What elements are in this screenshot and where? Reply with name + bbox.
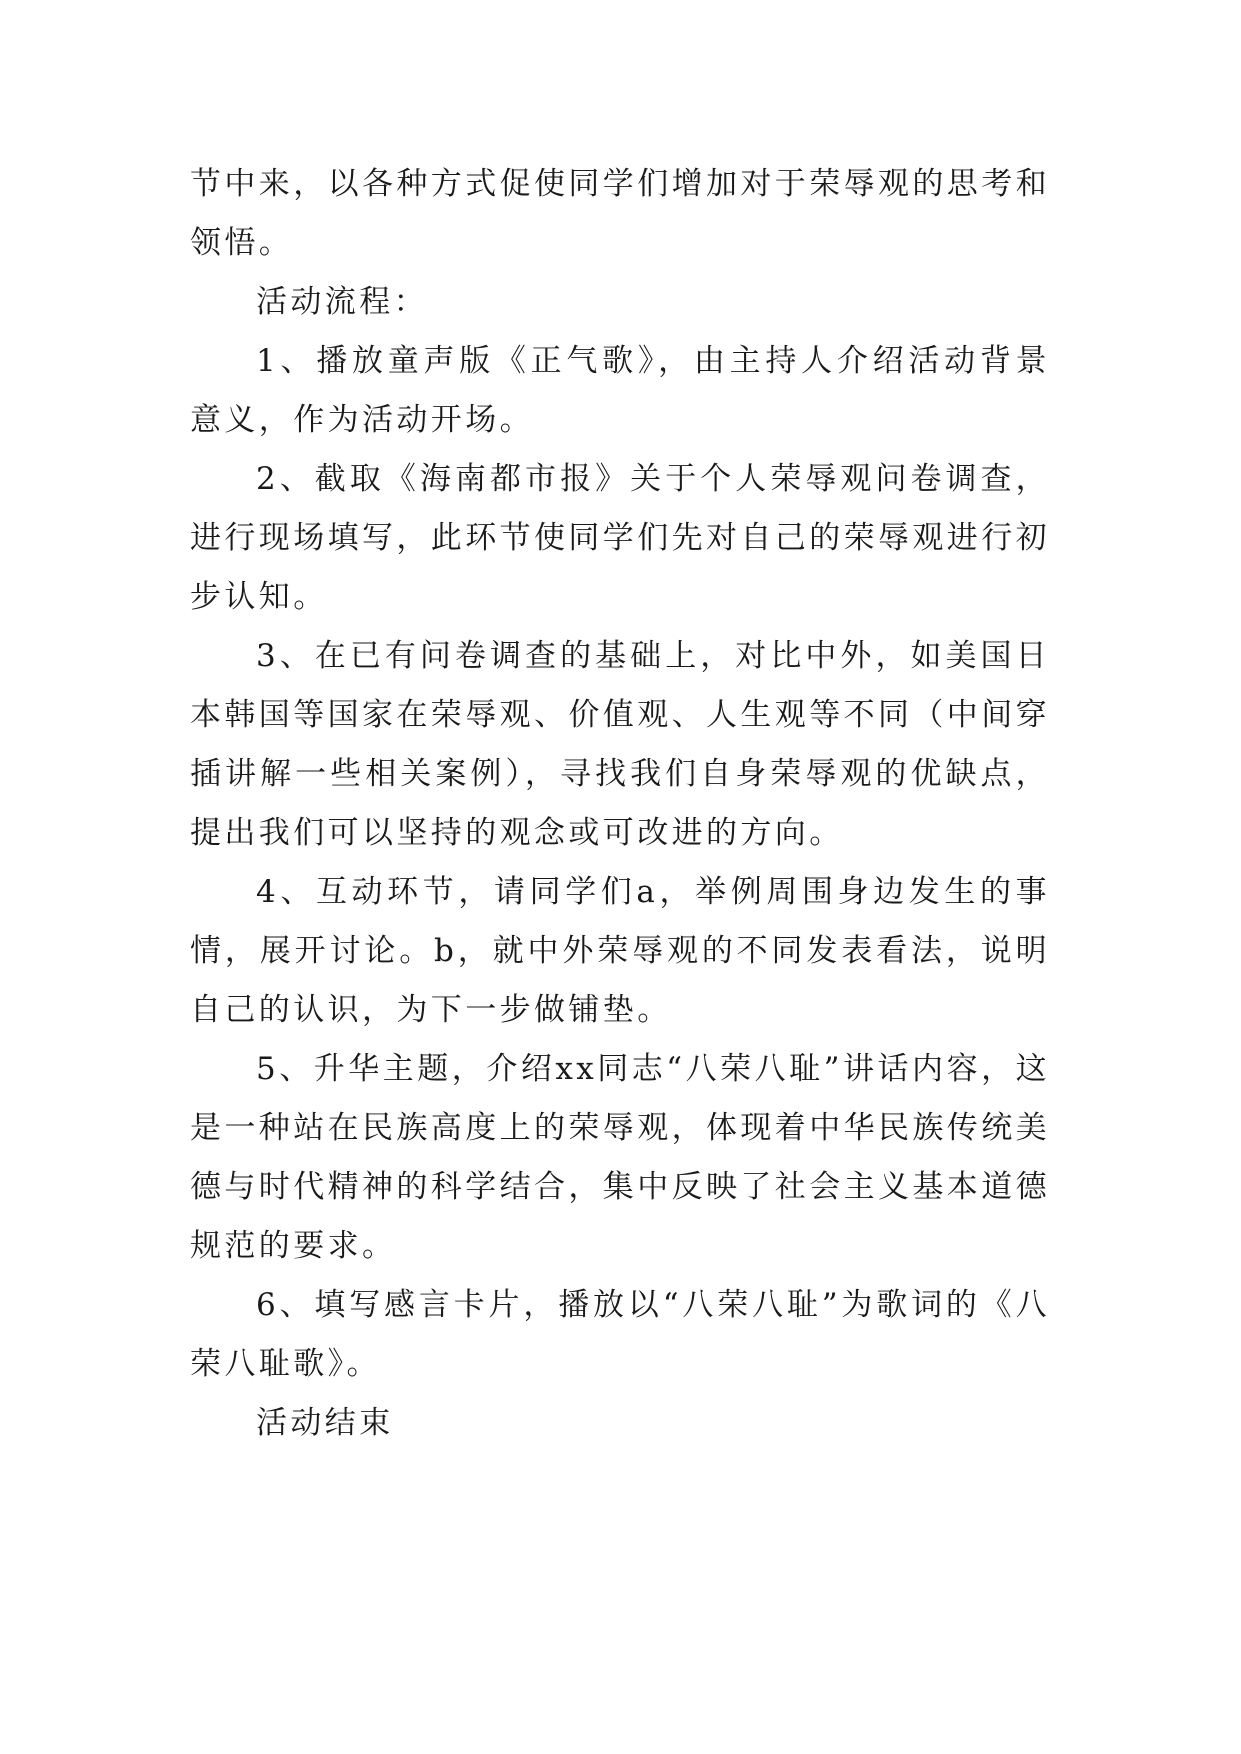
heading-activity-flow: 活动流程： <box>256 284 428 320</box>
paragraph-step-1: 1、播放童声版《正气歌》，由主持人介绍活动背景意义，作为活动开场。 <box>190 343 1050 438</box>
paragraph-activity-end: 活动结束 <box>256 1405 394 1441</box>
paragraph-step-4: 4、互动环节，请同学们a，举例周围身边发生的事情，展开讨论。b，就中外荣辱观的不同发表看法，说明自己的认识，为下一步做铺垫。 <box>190 874 1050 1028</box>
paragraph-step-3: 3、在已有问卷调查的基础上，对比中外，如美国日本韩国等国家在荣辱观、价值观、人生观等不同（中间穿插讲解一些相关案例），寻找我们自身荣辱观的优缺点，提出我们可以坚持的观念或可改进的方向。 <box>190 638 1050 851</box>
paragraph-continuation: 节中来，以各种方式促使同学们增加对于荣辱观的思考和领悟。 <box>190 166 1050 261</box>
paragraph-step-5: 5、升华主题，介绍xx同志“八荣八耻”讲话内容，这是一种站在民族高度上的荣辱观，体现着中华民族传统美德与时代精神的科学结合，集中反映了社会主义基本道德规范的要求。 <box>190 1051 1050 1264</box>
paragraph-step-2: 2、截取《海南都市报》关于个人荣辱观问卷调查，进行现场填写，此环节使同学们先对自己的荣辱观进行初步认知。 <box>190 461 1050 615</box>
paragraph-step-6: 6、填写感言卡片，播放以“八荣八耻”为歌词的《八荣八耻歌》。 <box>190 1287 1050 1382</box>
document-body <box>190 155 1050 1453</box>
